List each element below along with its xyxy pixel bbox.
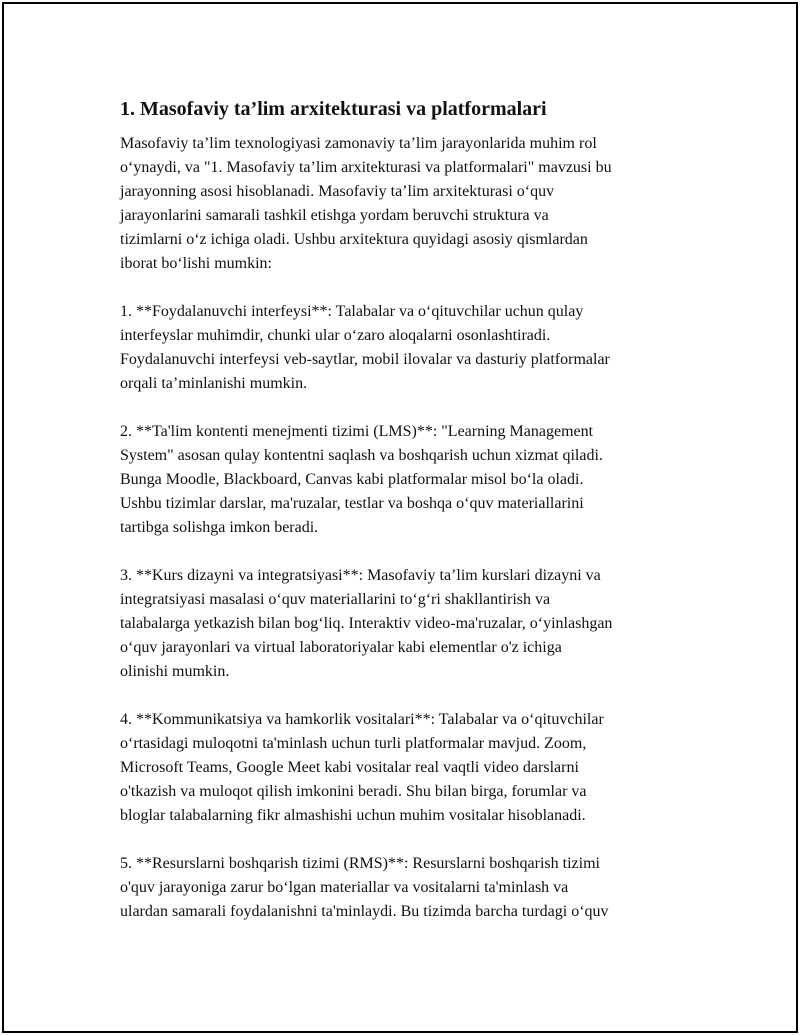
text-line: jarayonning asosi hisoblanadi. Masofaviy ta’lim arxitekturasi o‘quv	[120, 183, 555, 200]
text-line: bloglar talabalarning fikr almashishi uchun muhim vositalar hisoblanadi.	[120, 807, 586, 824]
text-line: Masofaviy ta’lim texnologiyasi zamonaviy ta’lim jarayonlarida muhim rol	[120, 135, 597, 152]
text-line: Ushbu tizimlar darslar, ma'ruzalar, testlar va boshqa o‘quv materiallarini	[120, 495, 584, 512]
text-line: interfeyslar muhimdir, chunki ular o‘zaro aloqalarni osonlashtiradi.	[120, 327, 551, 344]
text-line: talabalarga yetkazish bilan bog‘liq. Interaktiv video-ma'ruzalar, o‘yinlashgan	[120, 615, 613, 632]
paragraph-item-2	[120, 420, 700, 540]
text-line: ulardan samarali foydalanishni ta'minlaydi. Bu tizimda barcha turdagi o‘quv	[120, 903, 609, 920]
text-line: tartibga solishga imkon beradi.	[120, 519, 319, 536]
paragraph-item-3	[120, 564, 700, 684]
text-line: 4. **Kommunikatsiya va hamkorlik vositalari**: Talabalar va o‘qituvchilar	[120, 711, 604, 728]
text-line: integratsiyasi masalasi o‘quv materiallarini to‘g‘ri shakllantirish va	[120, 591, 551, 608]
paragraph-item-1	[120, 300, 700, 396]
text-line: o‘ynaydi, va "1. Masofaviy ta’lim arxitekturasi va platformalari" mavzusi bu	[120, 159, 612, 176]
text-line: jarayonlarini samarali tashkil etishga yordam beruvchi struktura va	[120, 207, 549, 224]
paragraph-item-4	[120, 708, 700, 828]
paragraph-intro	[120, 132, 700, 276]
page-frame	[2, 2, 798, 1033]
text-line: iborat bo‘lishi mumkin:	[120, 255, 272, 272]
text-line: olinishi mumkin.	[120, 663, 230, 680]
text-line: 2. **Ta'lim kontenti menejmenti tizimi (LMS)**: "Learning Management	[120, 423, 594, 440]
text-line: Bunga Moodle, Blackboard, Canvas kabi platformalar misol bo‘la oladi.	[120, 471, 584, 488]
text-line: tizimlarni o‘z ichiga oladi. Ushbu arxitektura quyidagi asosiy qismlardan	[120, 231, 588, 248]
text-line: System" asosan qulay kontentni saqlash va boshqarish uchun xizmat qiladi.	[120, 447, 603, 464]
text-line: orqali ta’minlanishi mumkin.	[120, 375, 308, 392]
paragraph-item-5	[120, 852, 700, 924]
text-line: o'tkazish va muloqot qilish imkonini beradi. Shu bilan birga, forumlar va	[120, 783, 587, 800]
text-line: o‘quv jarayonlari va virtual laboratoriyalar kabi elementlar o'z ichiga	[120, 639, 562, 656]
text-line: 3. **Kurs dizayni va integratsiyasi**: Masofaviy ta’lim kurslari dizayni va	[120, 567, 601, 584]
text-line: Foydalanuvchi interfeysi veb-saytlar, mobil ilovalar va dasturiy platformalar	[120, 351, 610, 368]
text-line: 1. **Foydalanuvchi interfeysi**: Talabalar va o‘qituvchilar uchun qulay	[120, 303, 584, 320]
text-line: o‘rtasidagi muloqotni ta'minlash uchun turli platformalar mavjud. Zoom,	[120, 735, 587, 752]
section-heading: 1. Masofaviy ta’lim arxitekturasi va platformalari	[120, 98, 547, 120]
text-line: 5. **Resurslarni boshqarish tizimi (RMS)**: Resurslarni boshqarish tizimi	[120, 855, 600, 872]
text-line: Microsoft Teams, Google Meet kabi vositalar real vaqtli video darslarni	[120, 759, 579, 776]
document-body	[120, 96, 700, 948]
text-line: o'quv jarayoniga zarur bo‘lgan materiallar va vositalarni ta'minlash va	[120, 879, 569, 896]
